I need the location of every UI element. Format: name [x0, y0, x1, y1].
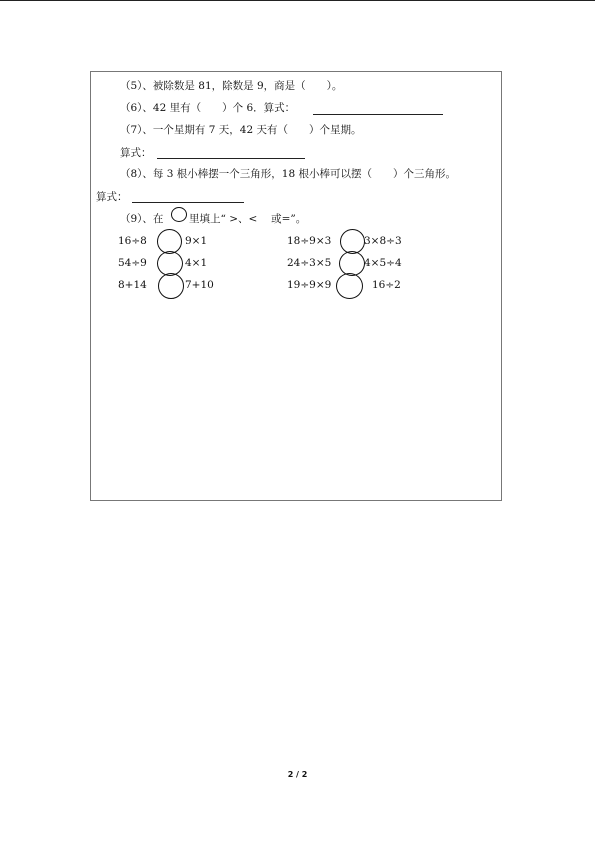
question-7-answer-line [157, 158, 305, 159]
top-rule [0, 0, 595, 1]
row-3-right-answer-circle [336, 273, 363, 299]
row-2-right-expression-b: 4×5÷4 [364, 257, 402, 269]
question-5-text: （5）、被除数是 81，除数是 9，商是（ ）。 [120, 80, 343, 92]
question-8-answer-line [132, 202, 244, 203]
question-8-formula-label: 算式： [96, 191, 128, 203]
question-8-text: （8）、每 3 根小棒摆一个三角形，18 根小棒可以摆（ ）个三角形。 [120, 168, 456, 180]
row-1-right-expression-b: 3×8÷3 [364, 235, 402, 247]
row-3-right-expression-a: 19÷9×9 [287, 279, 332, 291]
row-1-right-expression-a: 18÷9×3 [287, 235, 332, 247]
row-1-left-expression-b: 9×1 [185, 235, 208, 247]
row-3-left-answer-circle [158, 273, 184, 299]
row-1-left-expression-a: 16÷8 [118, 235, 147, 247]
question-9-prefix: （9）、在 [120, 213, 164, 225]
row-3-right-expression-b: 16÷2 [372, 279, 401, 291]
row-2-right-expression-a: 24÷3×5 [287, 257, 332, 269]
row-3-left-expression-a: 8+14 [118, 279, 147, 291]
question-6-answer-line [313, 114, 443, 115]
question-9-suffix: 里填上“ >、< 或=”。 [189, 213, 307, 225]
question-6-text: （6）、42 里有（ ）个 6．算式： [120, 102, 296, 114]
row-3-left-expression-b: 7+10 [185, 279, 214, 291]
example-circle [171, 207, 187, 222]
row-2-left-expression-b: 4×1 [185, 257, 208, 269]
row-2-left-expression-a: 54÷9 [118, 257, 147, 269]
question-7-text: （7）、一个星期有 7 天，42 天有（ ）个星期。 [120, 124, 362, 136]
question-7-formula-label: 算式： [120, 147, 152, 159]
page-number: 2 / 2 [287, 770, 308, 779]
